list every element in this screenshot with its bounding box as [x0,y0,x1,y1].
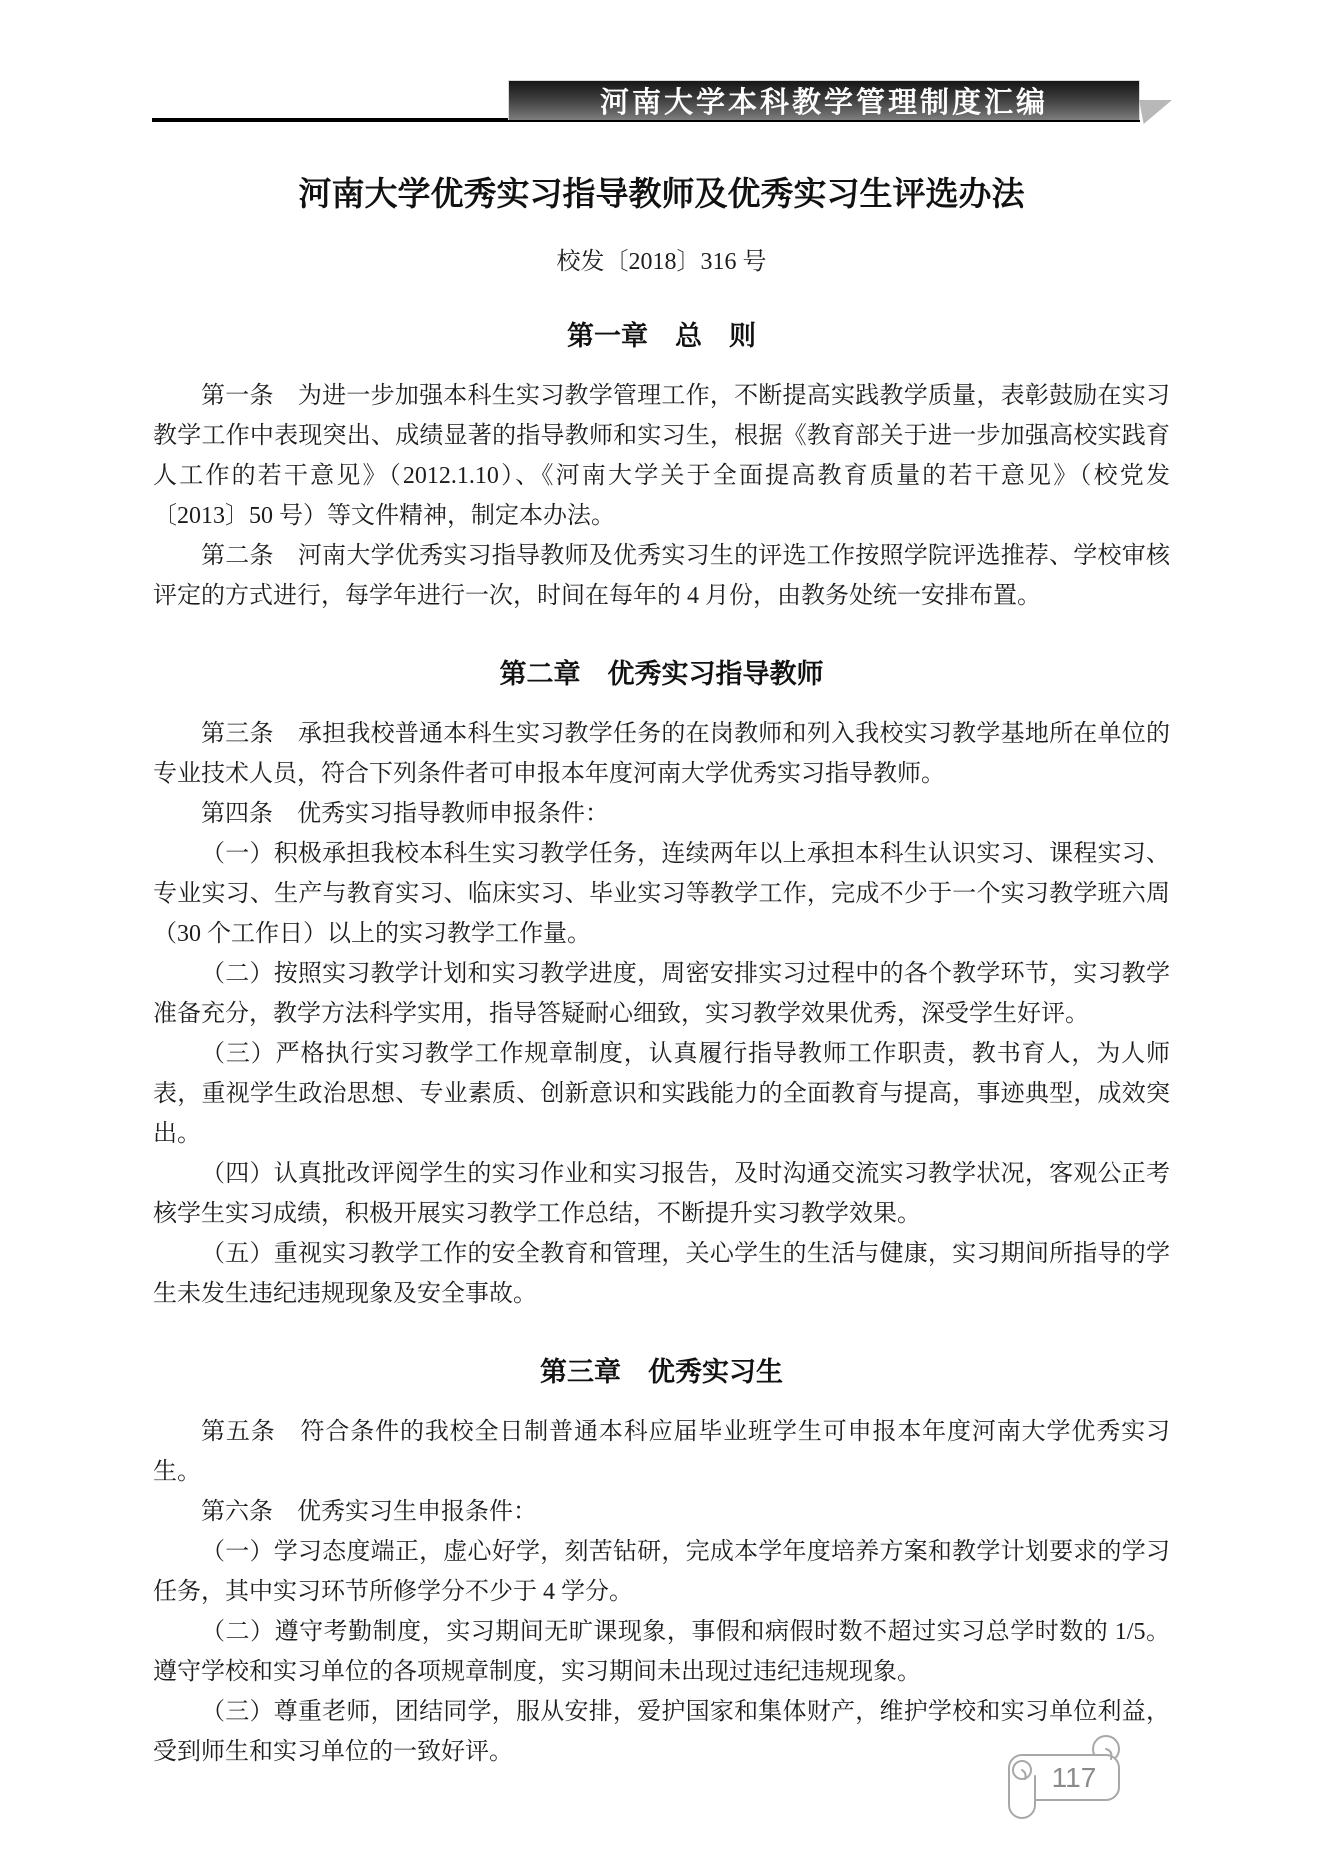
paragraph-item-2: （二）按照实习教学计划和实习教学进度，周密安排实习过程中的各个教学环节，实习教学准备充分，教学方法科学实用，指导答疑耐心细致，实习教学效果优秀，深受学生好评。 [153,961,1170,1027]
paragraph-article-5: 第五条 符合条件的我校全日制普通本科应届毕业班学生可申报本年度河南大学优秀实习生。 [153,1419,1170,1485]
chapter-heading-1: 第一章 总 则 [567,321,756,351]
paragraph-item-7: （二）遵守考勤制度，实习期间无旷课现象，事假和病假时数不超过实习总学时数的 1/5。遵守学校和实习单位的各项规章制度，实习期间未出现过违纪违规现象。 [153,1619,1170,1685]
paragraph-article-1: 第一条 为进一步加强本科生实习教学管理工作，不断提高实践教学质量，表彰鼓励在实习教学工作中表现突出、成绩显著的指导教师和实习生，根据《教育部关于进一步加强高校实践育人工作的若干意见》（2012.1.10）、《河南大学关于全面提高教育质量的若干意见》（校党发〔2013〕50 号）等文件精神，制定本办法。 [153,383,1170,529]
paragraph-item-4: （四）认真批改评阅学生的实习作业和实习报告，及时沟通交流实习教学状况，客观公正考核学生实习成绩，积极开展实习教学工作总结，不断提升实习教学效果。 [153,1161,1170,1227]
paragraph-item-6: （一）学习态度端正，虚心好学，刻苦钻研，完成本学年度培养方案和教学计划要求的学习任务，其中实习环节所修学分不少于 4 学分。 [153,1539,1170,1605]
page-number: 117 [1051,1762,1097,1793]
chapter-heading-2: 第二章 优秀实习指导教师 [499,659,824,689]
paragraph-item-1: （一）积极承担我校本科生实习教学任务，连续两年以上承担本科生认识实习、课程实习、专业实习、生产与教育实习、临床实习、毕业实习等教学工作，完成不少于一个实习教学班六周（30 个工作日）以上的实习教学工作量。 [153,841,1170,947]
paragraph-item-3: （三）严格执行实习教学工作规章制度，认真履行指导教师工作职责，教书育人，为人师表，重视学生政治思想、专业素质、创新意识和实践能力的全面教育与提高，事迹典型，成效突出。 [153,1041,1170,1147]
paragraph-item-5: （五）重视实习教学工作的安全教育和管理，关心学生的生活与健康，实习期间所指导的学生未发生违纪违规现象及安全事故。 [153,1241,1170,1307]
document-title: 河南大学优秀实习指导教师及优秀实习生评选办法 [298,175,1025,212]
header-banner [508,80,1140,120]
page-number-scroll [1002,1732,1142,1824]
paragraph-item-8: （三）尊重老师，团结同学，服从安排，爱护国家和集体财产，维护学校和实习单位利益，受到师生和实习单位的一致好评。 [153,1699,1170,1765]
paragraph-article-3: 第三条 承担我校普通本科生实习教学任务的在岗教师和列入我校实习教学基地所在单位的专业技术人员，符合下列条件者可申报本年度河南大学优秀实习指导教师。 [153,721,1170,787]
paragraph-article-6: 第六条 优秀实习生申报条件： [201,1499,537,1525]
paragraph-article-4: 第四条 优秀实习指导教师申报条件： [201,801,609,827]
chapter-heading-3: 第三章 优秀实习生 [540,1357,783,1387]
scroll-icon [1002,1732,1142,1824]
document-number: 校发〔2018〕316 号 [556,249,767,275]
header-banner-text: 河南大学本科教学管理制度汇编 [599,87,1048,119]
header-wedge-decoration [1139,100,1172,124]
paragraph-article-2: 第二条 河南大学优秀实习指导教师及优秀实习生的评选工作按照学院评选推荐、学校审核评定的方式进行，每学年进行一次，时间在每年的 4 月份，由教务处统一安排布置。 [153,543,1170,609]
document-content [153,150,1170,1772]
